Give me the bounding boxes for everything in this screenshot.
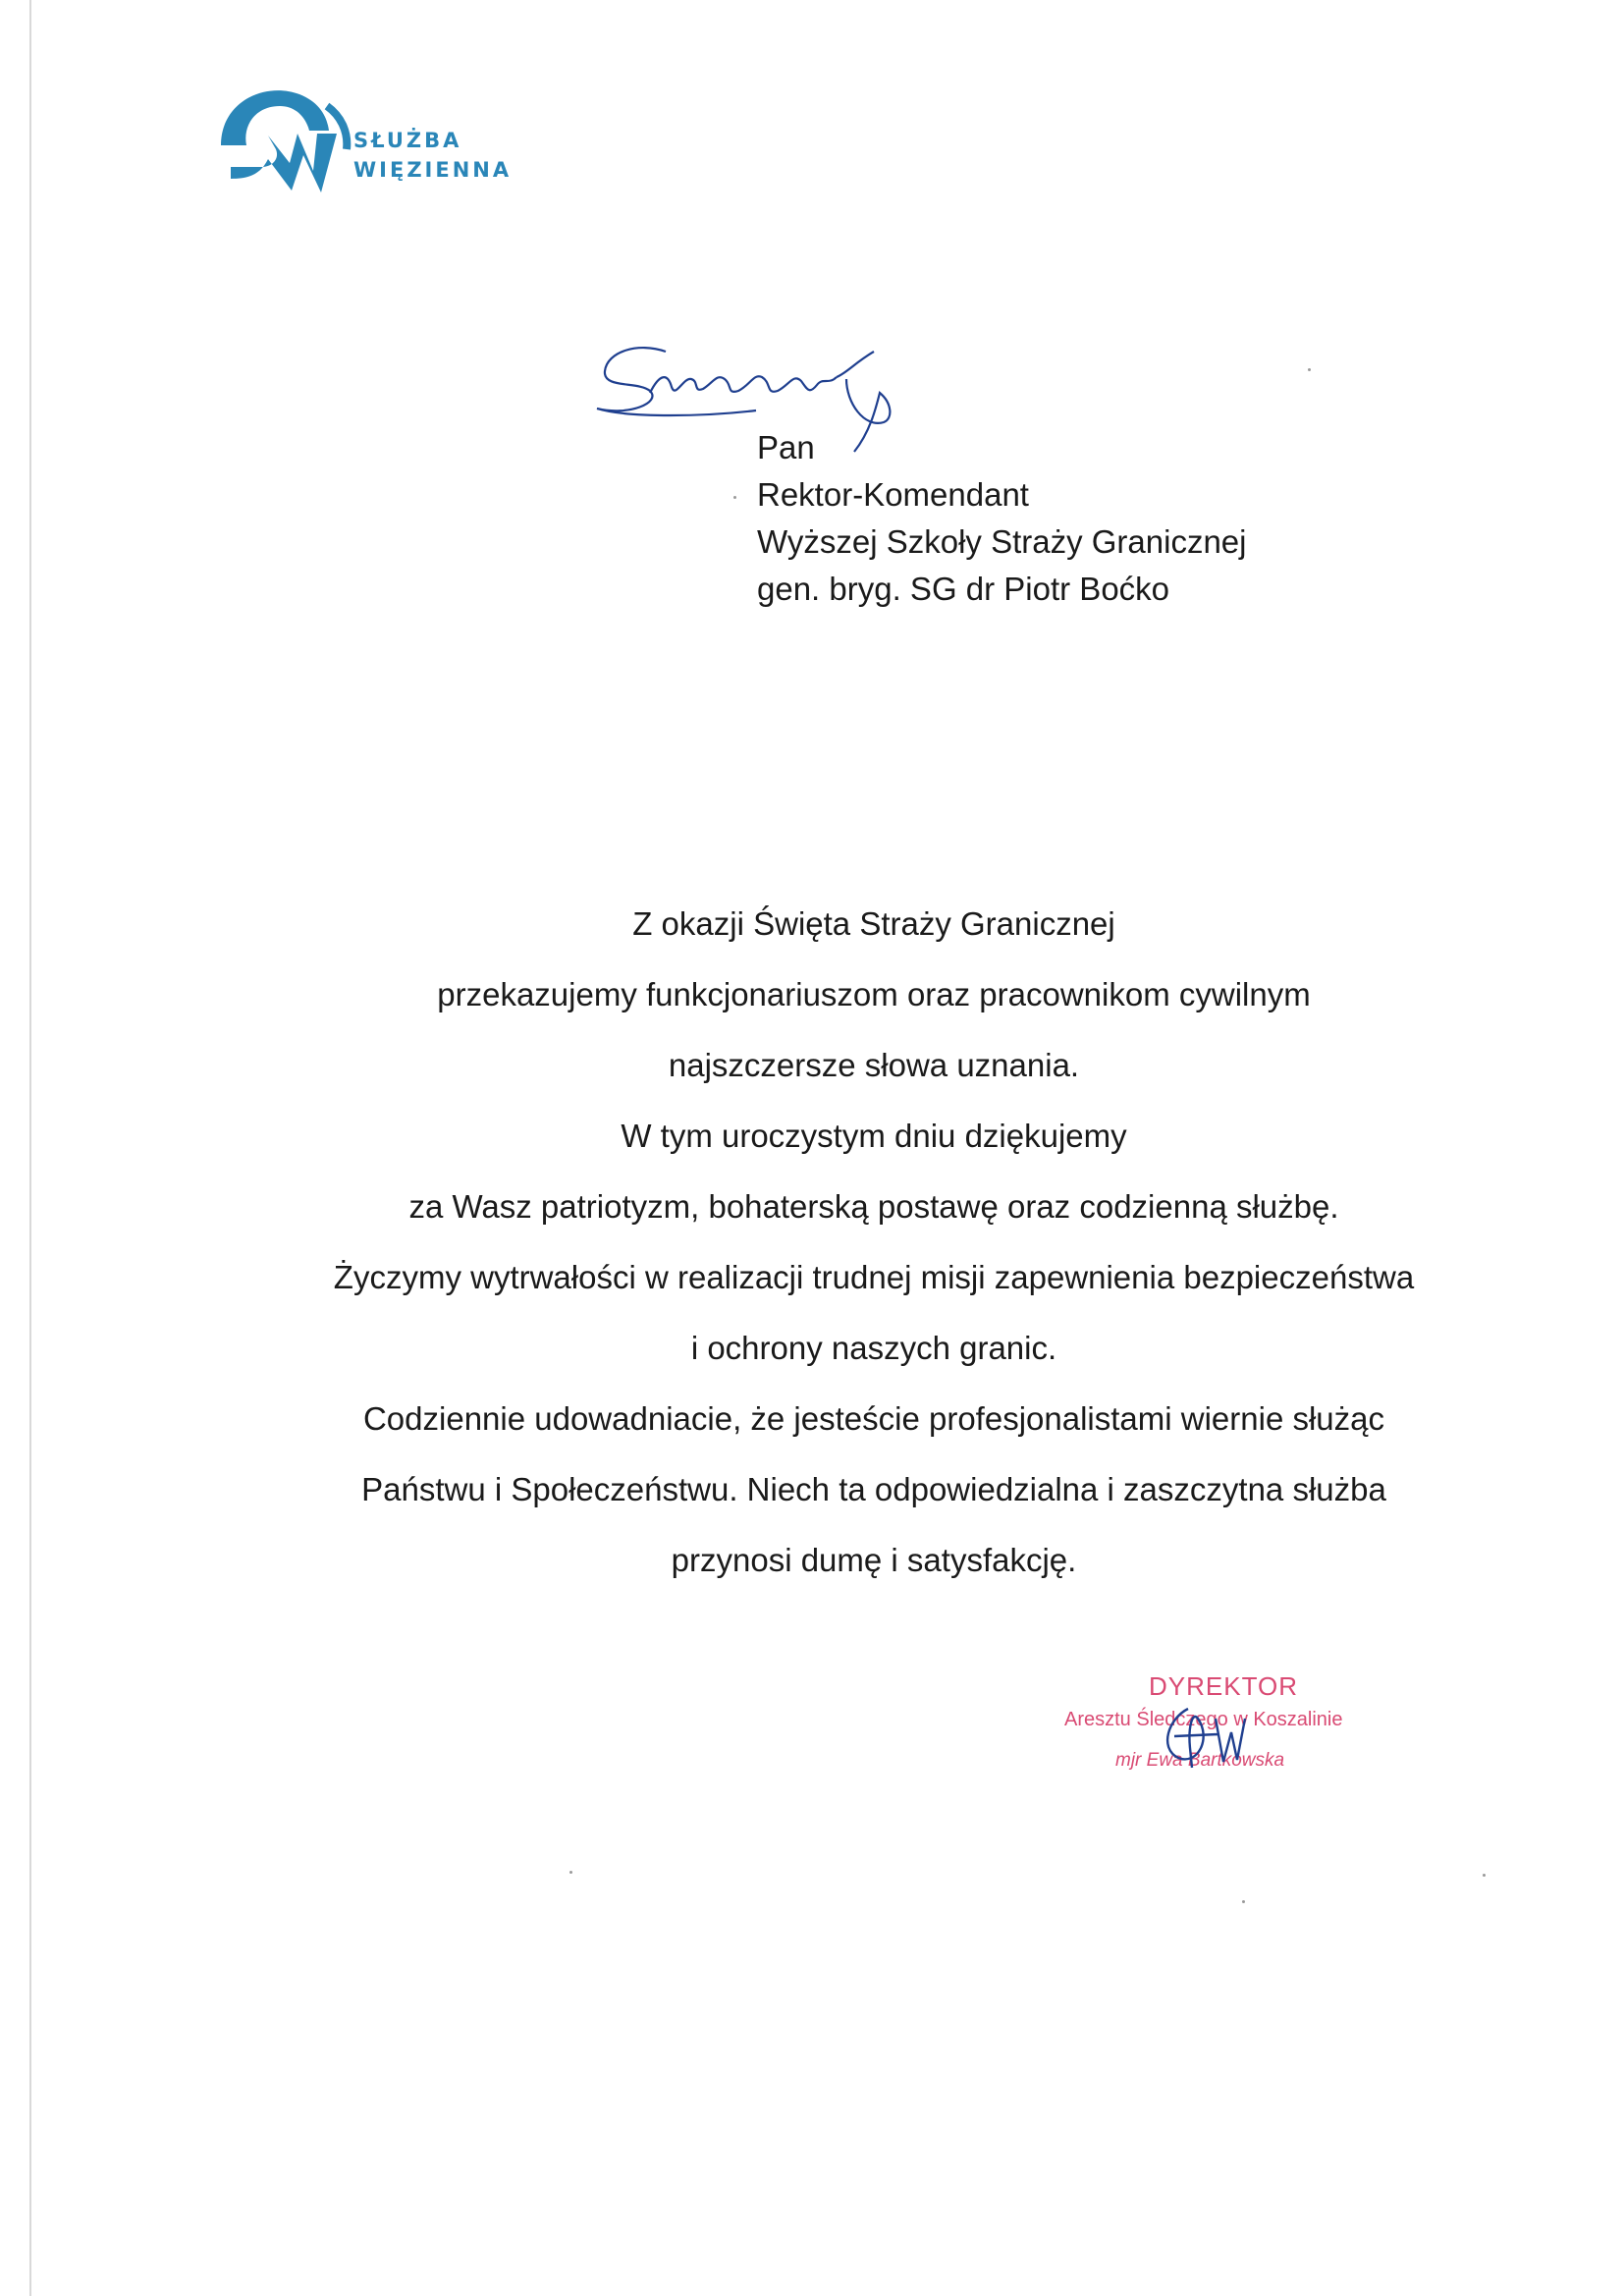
director-stamp (1031, 1660, 1424, 1797)
address-line: gen. bryg. SG dr Piotr Boćko (757, 571, 1170, 607)
body-line: najszczersze słowa uznania. (668, 1047, 1080, 1083)
body-line: Państwu i Społeczeństwu. Niech ta odpowiedzialna i zaszczytna służba (361, 1471, 1386, 1507)
scan-speck (569, 1871, 572, 1874)
logo-text-line-1: SŁUŻBA (353, 129, 462, 152)
body-line: W tym uroczystym dniu dziękujemy (621, 1118, 1127, 1154)
stamp-institution: Aresztu Śledczego w Koszalinie (1064, 1709, 1343, 1730)
stamp-title: DYREKTOR (1149, 1671, 1298, 1701)
stamp-name: mjr Ewa Bartkowska (1115, 1750, 1285, 1771)
address-line: Wyższej Szkoły Straży Granicznej (757, 523, 1247, 560)
body-line: Z okazji Święta Straży Granicznej (632, 905, 1115, 942)
body-line: przynosi dumę i satysfakcję. (671, 1542, 1077, 1578)
logo-text (353, 126, 512, 185)
body-line: Życzymy wytrwałości w realizacji trudnej misji zapewnienia bezpieczeństwa (333, 1259, 1415, 1295)
address-line: Rektor-Komendant (757, 476, 1029, 513)
sluzba-wiezienna-logo (211, 77, 525, 194)
address-line: Pan (757, 429, 815, 465)
logo-text-line-2: WIĘZIENNA (353, 158, 513, 182)
sw-emblem-icon (211, 77, 358, 194)
recipient-address (757, 424, 1247, 613)
scan-speck (1308, 368, 1311, 371)
body-line: Codziennie udowadniacie, że jesteście profesjonalistami wiernie służąc (362, 1400, 1385, 1437)
scan-edge (29, 0, 31, 2296)
body-line: za Wasz patriotyzm, bohaterską postawę oraz codzienną służbę. (408, 1188, 1339, 1225)
scan-speck (1483, 1874, 1486, 1877)
scan-speck (733, 496, 736, 499)
signature-icon (1129, 1689, 1286, 1777)
scan-speck (1242, 1900, 1245, 1903)
body-line: przekazujemy funkcjonariuszom oraz pracownikom cywilnym (437, 976, 1311, 1012)
body-line: i ochrony naszych granic. (690, 1330, 1057, 1366)
letter-body (226, 889, 1522, 1596)
